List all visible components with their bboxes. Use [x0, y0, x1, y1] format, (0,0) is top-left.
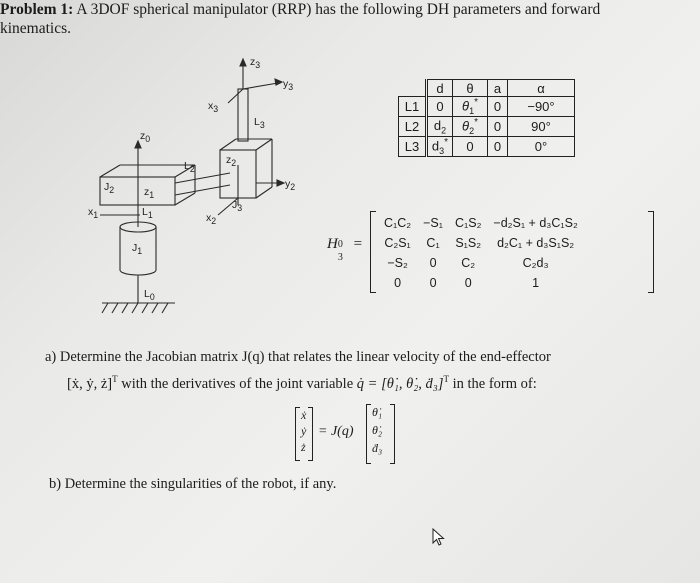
dh-header-alpha: α: [508, 80, 575, 97]
mouse-pointer-icon: [432, 528, 446, 546]
vector-entry: ẏ: [301, 424, 307, 438]
jacobian-operator: = J(q): [318, 424, 354, 439]
label-x1: $x_1$: [88, 206, 99, 221]
manipulator-diagram: [80, 55, 330, 325]
equals-sign: =: [353, 236, 363, 252]
matrix-cell: C₁C₂: [384, 216, 412, 230]
link-3-rod: [238, 89, 248, 141]
dh-header-theta: θ: [453, 80, 488, 97]
matrix-row: [378, 213, 584, 233]
dh-row-L3: [399, 136, 575, 156]
label-z2: $z_2$: [226, 154, 237, 169]
matrix-cell: C₂d₃: [522, 256, 549, 270]
matrix-cell: 0: [429, 256, 437, 270]
dh-row-L1: [399, 97, 575, 117]
question-a-line1: a) Determine the Jacobian matrix J(q) that relates the linear velocity of the end-effector: [45, 349, 551, 365]
problem-text: A 3DOF spherical manipulator (RRP) has the following DH parameters and forward kinematics.: [0, 1, 601, 37]
dh-cell-theta: $\theta_2^*$: [453, 116, 488, 136]
rhs-vector-left-bracket: [366, 404, 371, 464]
matrix-cell: −S₁: [423, 216, 443, 230]
ground-hatch: [102, 303, 168, 313]
y3-arrow: [275, 79, 282, 85]
problem-statement: [0, 0, 640, 38]
dh-parameter-table: [398, 79, 575, 157]
z3-arrow: [240, 59, 246, 66]
dh-cell-theta: $\theta_1^*$: [453, 97, 488, 117]
dh-cell-a: 0: [488, 116, 508, 136]
matrix-cell: d₂C₁ + d₃S₁S₂: [497, 236, 575, 250]
lhs-vector-left-bracket: [295, 407, 300, 461]
link-2-edge: [175, 185, 230, 195]
label-L2: $L_2$: [184, 160, 195, 175]
label-L0: $L_0$: [144, 288, 155, 303]
label-L1: $L_1$: [142, 206, 153, 221]
label-y2: $y_2$: [285, 178, 296, 193]
dh-cell-d: $d_2$: [427, 116, 453, 136]
dh-row-label: L2: [399, 116, 427, 136]
matrix-cell: 1: [532, 276, 540, 290]
dh-row-label: L3: [399, 136, 427, 156]
problem-heading: Problem 1:: [0, 1, 74, 18]
dh-row-label: L1: [399, 97, 427, 117]
label-J2: $J_2$: [104, 181, 115, 196]
dh-cell-a: 0: [488, 97, 508, 117]
lhs-vector-right-bracket: [308, 407, 313, 461]
label-L3: $L_3$: [254, 116, 265, 131]
matrix-left-bracket: [370, 211, 376, 293]
vector-entry: ẋ: [301, 408, 307, 422]
dh-cell-alpha: 90°: [508, 116, 575, 136]
vector-entry: θ̇₁: [372, 405, 383, 419]
label-z3: $z_3$: [250, 56, 261, 71]
matrix-row: [378, 273, 584, 293]
x3-axis: [228, 89, 243, 103]
rhs-vector-right-bracket: [390, 404, 395, 464]
y2-arrow: [277, 180, 284, 186]
dh-header-a: a: [488, 80, 508, 97]
label-J1: $J_1$: [132, 242, 143, 257]
matrix-cell: S₁S₂: [455, 236, 482, 250]
matrix-cell: 0: [429, 276, 437, 290]
dh-row-L2: [399, 116, 575, 136]
vector-entry: ż: [301, 440, 306, 454]
transform-lhs: H 0 3 =: [327, 236, 363, 263]
dh-header-row: [399, 80, 575, 97]
label-y3: $y_3$: [283, 78, 294, 93]
dh-cell-d: 0: [427, 97, 453, 117]
matrix-cell: C₁S₂: [454, 216, 482, 230]
dh-cell-theta: 0: [453, 136, 488, 156]
dh-cell-alpha: 0°: [508, 136, 575, 156]
vector-entry: θ̇₂: [372, 423, 383, 437]
label-z0: $z_0$: [140, 130, 151, 145]
matrix-cell: C₂S₁: [384, 236, 411, 250]
transform-matrix: [378, 213, 584, 293]
label-x3: $x_3$: [208, 100, 219, 115]
matrix-cell: 0: [464, 276, 472, 290]
matrix-cell: C₂: [461, 256, 476, 270]
label-x2: $x_2$: [206, 212, 217, 227]
dh-cell-d: $d_3^*$: [427, 136, 453, 156]
matrix-right-bracket: [648, 211, 654, 293]
matrix-cell: 0: [394, 276, 402, 290]
matrix-cell: C₁: [426, 236, 440, 250]
matrix-row: [378, 253, 584, 273]
label-J3: $J_3$: [232, 199, 243, 214]
dh-cell-a: 0: [488, 136, 508, 156]
vector-entry: ḋ₃: [372, 441, 383, 455]
matrix-cell: −S₂: [387, 256, 408, 270]
question-a-line2: [ẋ, ẏ, ż]$^T$ with the derivatives of the joint variable q̇ = [θ̇₁, θ̇₂, ḋ₃]$^T$ in the form of:: [67, 374, 537, 392]
dh-header-d: d: [427, 80, 453, 97]
matrix-cell: −d₂S₁ + d₃C₁S₂: [493, 216, 578, 230]
dh-cell-alpha: −90°: [508, 97, 575, 117]
dh-header-blank: [399, 80, 427, 97]
question-b: b) Determine the singularities of the robot, if any.: [49, 476, 337, 492]
y3-axis: [243, 83, 278, 89]
matrix-row: [378, 233, 584, 253]
label-z1: $z_1$: [144, 186, 155, 201]
